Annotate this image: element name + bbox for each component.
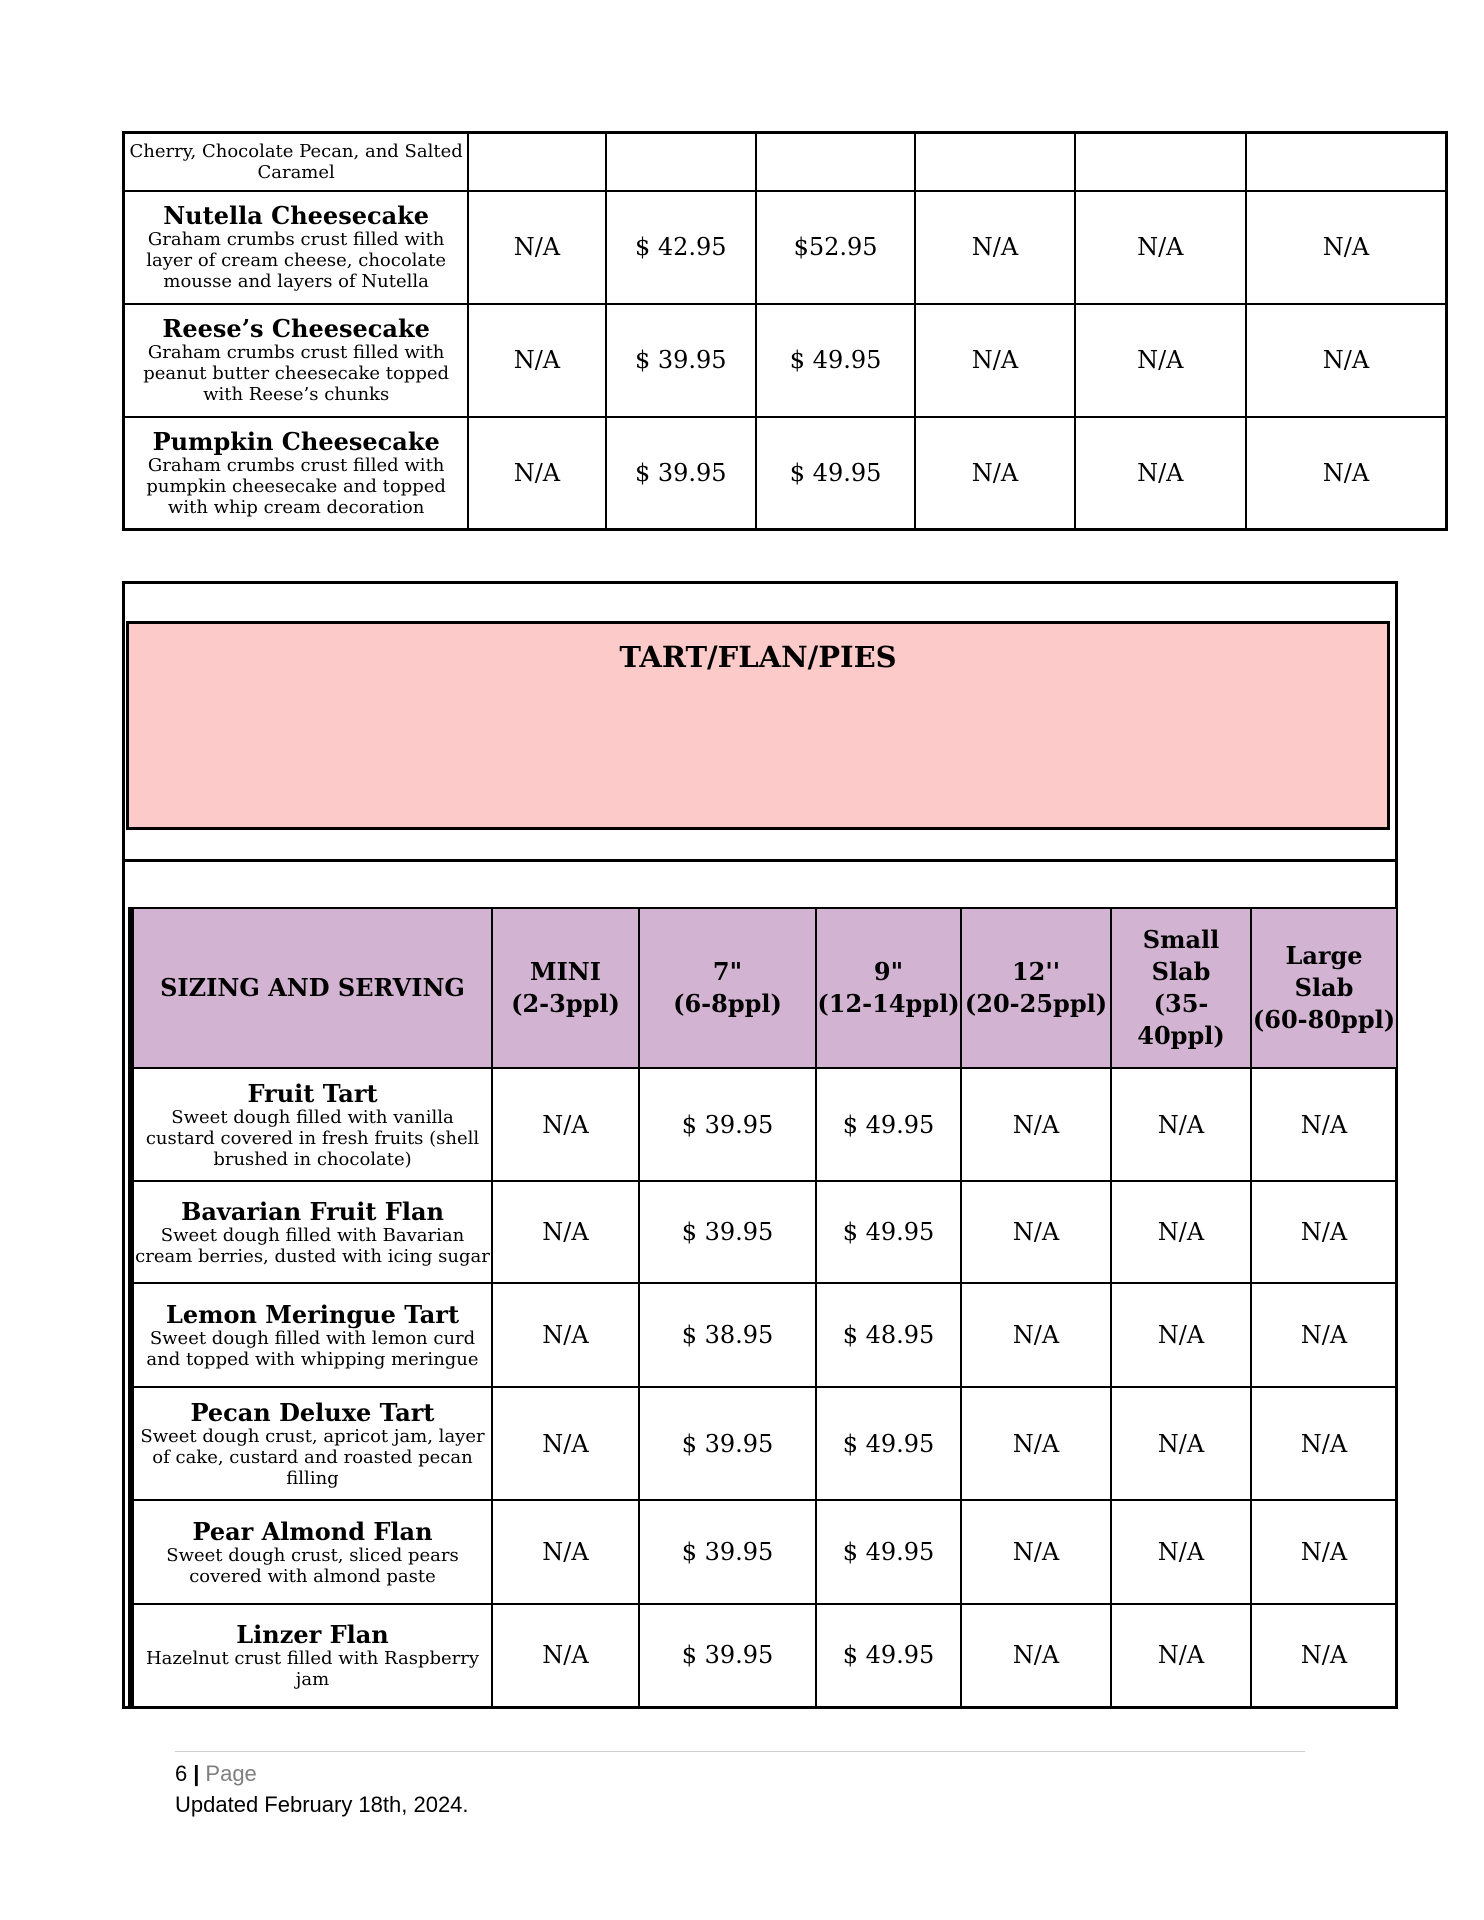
table-row xyxy=(124,417,1447,530)
header-size xyxy=(639,908,816,1068)
price-cell: N/A xyxy=(1246,417,1447,530)
price-cell: $ 49.95 xyxy=(816,1604,961,1707)
price-cell: N/A xyxy=(492,1500,639,1604)
item-cell xyxy=(131,1181,492,1283)
table-row xyxy=(124,191,1447,304)
table-row xyxy=(131,1604,1397,1707)
price-cell: N/A xyxy=(1251,1181,1397,1283)
price-cell: N/A xyxy=(492,1068,639,1181)
cheesecake-price-table xyxy=(122,131,1448,531)
price-cell: N/A xyxy=(468,304,605,417)
item-cell xyxy=(131,1283,492,1387)
header-size-serving: (20-25ppl) xyxy=(964,989,1108,1018)
item-description: Sweet dough filled with Bavarian cream berries, dusted with icing sugar xyxy=(135,1224,490,1267)
item-description: Graham crumbs crust filled with peanut butter cheesecake topped with Reese’s chunks xyxy=(143,342,450,405)
page-label: Page xyxy=(205,1761,257,1786)
price-cell: $ 38.95 xyxy=(639,1283,816,1387)
item-name: Pear Almond Flan xyxy=(192,1516,433,1546)
price-cell: $ 39.95 xyxy=(606,417,756,530)
table-row xyxy=(131,1283,1397,1387)
price-cell: N/A xyxy=(961,1500,1111,1604)
item-description: Cherry, Chocolate Pecan, and Salted Caramel xyxy=(129,140,463,183)
price-cell xyxy=(1246,133,1447,191)
price-cell: N/A xyxy=(1111,1068,1251,1181)
item-name: Lemon Meringue Tart xyxy=(165,1299,460,1329)
header-size-label: 9" xyxy=(873,957,904,986)
page-separator: | xyxy=(193,1761,200,1786)
price-cell: $ 42.95 xyxy=(606,191,756,304)
price-cell: N/A xyxy=(1111,1181,1251,1283)
price-cell: $ 48.95 xyxy=(816,1283,961,1387)
price-cell: $ 49.95 xyxy=(816,1387,961,1500)
item-name: Reese’s Cheesecake xyxy=(162,314,430,343)
price-cell: N/A xyxy=(1111,1387,1251,1500)
section-title: TART/FLAN/PIES xyxy=(619,640,897,674)
header-size-serving: (35-40ppl) xyxy=(1137,989,1225,1050)
price-cell xyxy=(606,133,756,191)
header-size-serving: (2-3ppl) xyxy=(511,989,620,1018)
price-cell: N/A xyxy=(1251,1283,1397,1387)
price-cell: N/A xyxy=(1251,1387,1397,1500)
price-cell: N/A xyxy=(492,1181,639,1283)
price-cell: N/A xyxy=(961,1604,1111,1707)
price-cell: N/A xyxy=(1075,417,1246,530)
table-row xyxy=(131,1181,1397,1283)
header-size xyxy=(492,908,639,1068)
price-cell: N/A xyxy=(915,304,1074,417)
header-size xyxy=(816,908,961,1068)
price-cell: $ 39.95 xyxy=(639,1068,816,1181)
price-cell: N/A xyxy=(492,1604,639,1707)
item-cell xyxy=(131,1068,492,1181)
price-cell: N/A xyxy=(961,1283,1111,1387)
table-row xyxy=(131,1068,1397,1181)
price-cell: N/A xyxy=(492,1283,639,1387)
price-cell: $ 39.95 xyxy=(639,1181,816,1283)
price-cell: N/A xyxy=(915,191,1074,304)
header-size xyxy=(1251,908,1397,1068)
item-description: Graham crumbs crust filled with layer of cream cheese, chocolate mousse and layers of Nutella xyxy=(146,229,447,292)
price-cell: $ 39.95 xyxy=(639,1500,816,1604)
item-cell xyxy=(124,133,469,191)
header-size-label: 12'' xyxy=(1011,957,1061,986)
header-size-label: MINI xyxy=(530,957,601,986)
price-cell: N/A xyxy=(1246,191,1447,304)
item-cell xyxy=(124,191,469,304)
header-size xyxy=(1111,908,1251,1068)
price-cell: N/A xyxy=(915,417,1074,530)
footer-divider xyxy=(175,1751,1305,1752)
item-name: Linzer Flan xyxy=(236,1619,389,1649)
item-cell xyxy=(131,1500,492,1604)
price-cell: N/A xyxy=(1251,1604,1397,1707)
header-size-label: 7" xyxy=(712,957,743,986)
item-name: Fruit Tart xyxy=(247,1078,378,1108)
header-size-serving: (6-8ppl) xyxy=(673,989,782,1018)
item-description: Sweet dough filled with vanilla custard covered in fresh fruits (shell brushed in chocolate) xyxy=(145,1106,480,1170)
item-description: Sweet dough crust, sliced pears covered with almond paste xyxy=(166,1544,459,1587)
header-size-label: Large Slab xyxy=(1285,941,1363,1002)
price-cell xyxy=(756,133,915,191)
item-name: Pecan Deluxe Tart xyxy=(190,1397,435,1427)
price-cell: $ 39.95 xyxy=(606,304,756,417)
item-cell xyxy=(124,417,469,530)
price-cell: N/A xyxy=(468,191,605,304)
page-number-value: 6 xyxy=(175,1761,188,1786)
tart-price-table xyxy=(128,907,1398,1709)
page-number xyxy=(175,1761,257,1787)
updated-date: Updated February 18th, 2024. xyxy=(175,1792,469,1817)
price-cell: N/A xyxy=(1075,304,1246,417)
price-cell: $ 49.95 xyxy=(816,1181,961,1283)
price-cell: N/A xyxy=(1111,1500,1251,1604)
item-name: Bavarian Fruit Flan xyxy=(181,1196,444,1226)
header-sizing: SIZING AND SERVING xyxy=(131,908,492,1068)
price-cell xyxy=(468,133,605,191)
item-name: Pumpkin Cheesecake xyxy=(152,426,440,456)
price-cell: N/A xyxy=(468,417,605,530)
item-cell xyxy=(131,1387,492,1500)
item-description: Graham crumbs crust filled with pumpkin cheesecake and topped with whip cream decoration xyxy=(146,454,446,518)
header-size-serving: (12-14ppl) xyxy=(817,989,960,1018)
price-cell: $ 39.95 xyxy=(639,1604,816,1707)
price-cell: N/A xyxy=(1251,1068,1397,1181)
header-size xyxy=(961,908,1111,1068)
item-name: Nutella Cheesecake xyxy=(163,201,430,230)
price-cell: N/A xyxy=(1111,1604,1251,1707)
price-cell: $ 49.95 xyxy=(816,1500,961,1604)
price-cell xyxy=(1075,133,1246,191)
table-row xyxy=(124,133,1447,191)
header-size-serving: (60-80ppl) xyxy=(1252,1005,1396,1034)
price-cell: N/A xyxy=(1246,304,1447,417)
section-title-band xyxy=(126,621,1390,830)
price-cell: $ 49.95 xyxy=(816,1068,961,1181)
price-cell: $52.95 xyxy=(756,191,915,304)
header-size-label: Small Slab xyxy=(1142,925,1220,986)
item-description: Hazelnut crust filled with Raspberry jam xyxy=(145,1647,480,1690)
item-description: Sweet dough crust, apricot jam, layer of cake, custard and roasted pecan filling xyxy=(140,1425,485,1489)
price-cell: N/A xyxy=(961,1387,1111,1500)
table-row xyxy=(124,304,1447,417)
price-cell: $ 39.95 xyxy=(639,1387,816,1500)
price-cell: N/A xyxy=(1251,1500,1397,1604)
price-cell: N/A xyxy=(1075,191,1246,304)
price-cell: N/A xyxy=(961,1181,1111,1283)
item-description: Sweet dough filled with lemon curd and topped with whipping meringue xyxy=(146,1327,479,1370)
price-cell: $ 49.95 xyxy=(756,304,915,417)
table-row xyxy=(131,1500,1397,1604)
price-cell: $ 49.95 xyxy=(756,417,915,530)
price-cell: N/A xyxy=(961,1068,1111,1181)
item-cell xyxy=(124,304,469,417)
table-header-row xyxy=(131,908,1397,1068)
price-cell xyxy=(915,133,1074,191)
table-row xyxy=(131,1387,1397,1500)
item-cell xyxy=(131,1604,492,1707)
divider xyxy=(124,859,1396,862)
price-cell: N/A xyxy=(1111,1283,1251,1387)
price-cell: N/A xyxy=(492,1387,639,1500)
